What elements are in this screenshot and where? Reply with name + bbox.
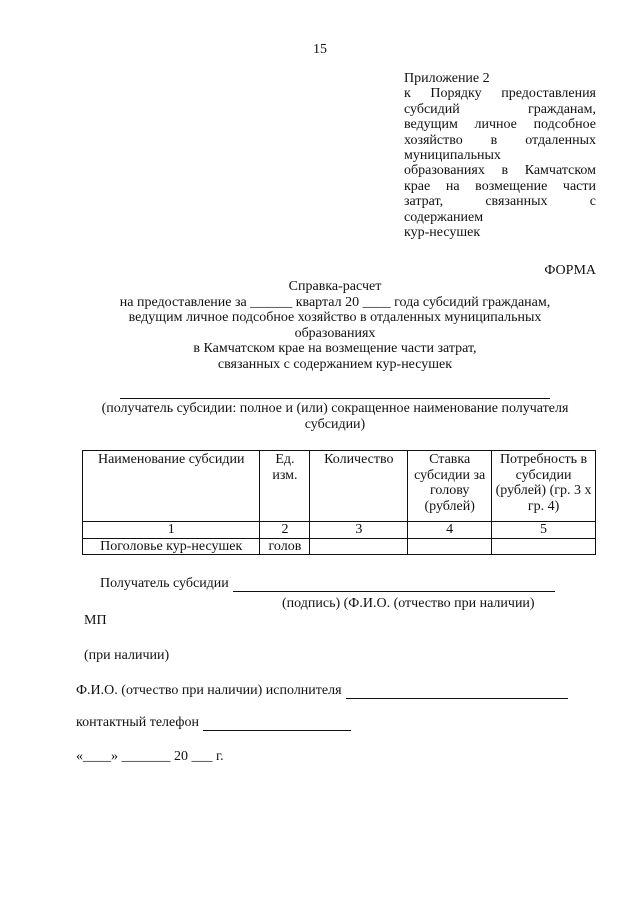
phone-field[interactable] (203, 717, 351, 731)
quantity-cell[interactable] (310, 538, 408, 555)
executor-label: Ф.И.О. (отчество при наличии) исполнителя (76, 683, 342, 698)
date-line: «____» _______ 20 ___ г. (76, 749, 224, 764)
executor-field[interactable] (346, 685, 568, 699)
title-line: ведущим личное подсобное хозяйство в отдаленных муниципальных (128, 310, 542, 326)
annex-title: Приложение 2 (404, 71, 490, 86)
form-label: ФОРМА (544, 263, 596, 278)
column-number: 1 (83, 522, 260, 539)
column-number: 2 (260, 522, 310, 539)
phone-label: контактный телефон (76, 715, 199, 730)
annex-line: содержанием (404, 209, 484, 225)
annex-line: хозяйство в отдаленных (404, 132, 596, 148)
header-cell: Потребность в субсидии (рублей) (гр. 3 х гр. 4) (492, 451, 596, 522)
executor-row (76, 683, 568, 699)
title-line: на предоставление за ______ квартал 20 ____ года субсидий гражданам, (119, 294, 551, 310)
title-line: связанных с содержанием кур-несушек (217, 356, 453, 372)
amount-cell[interactable] (492, 538, 596, 555)
annex-line: образованиях в Камчатском (404, 163, 596, 179)
annex-line: кур-несушек (404, 225, 481, 241)
signature-caption: (подпись) (Ф.И.О. (отчество при наличии) (282, 596, 535, 611)
header-cell: Наименование субсидии (83, 451, 260, 522)
recipient-caption-line: (получатель субсидии: полное и (или) сокращенное наименование получателя (101, 401, 569, 416)
table-row (83, 538, 596, 555)
recipient-caption (76, 401, 594, 432)
annex-block (404, 71, 596, 240)
annex-line: затрат, связанных с (404, 194, 596, 210)
recipient-signature-row (100, 576, 555, 592)
annex-line: субсидий гражданам, (404, 101, 596, 117)
signature-label: Получатель субсидии (100, 576, 229, 591)
annex-line: крае на возмещение части (404, 178, 596, 194)
table-cell: Поголовье кур-несушек (83, 538, 260, 555)
annex-line: к Порядку предоставления (404, 86, 596, 102)
column-number: 3 (310, 522, 408, 539)
rate-cell[interactable] (408, 538, 492, 555)
recipient-caption-line: субсидии) (304, 416, 366, 432)
annex-lines (404, 86, 596, 240)
table-cell: голов (260, 538, 310, 555)
phone-row (76, 715, 351, 731)
document-title (76, 279, 594, 373)
column-number-row (83, 522, 596, 539)
title-line: образованиях (294, 325, 376, 341)
page-number: 15 (313, 42, 327, 57)
signature-field[interactable] (233, 578, 555, 592)
header-cell: Количество (310, 451, 408, 522)
annex-line: ведущим личное подсобное (404, 117, 596, 133)
column-number: 5 (492, 522, 596, 539)
recipient-name-field[interactable] (120, 388, 550, 399)
table-header-row (83, 451, 596, 522)
subsidy-table (82, 450, 596, 555)
title-line: в Камчатском крае на возмещение части затрат, (193, 341, 477, 357)
stamp-label: МП (84, 613, 107, 628)
annex-line: муниципальных (404, 148, 501, 164)
stamp-note: (при наличии) (84, 648, 170, 663)
column-number: 4 (408, 522, 492, 539)
header-cell: Ставка субсидии за голову (рублей) (408, 451, 492, 522)
header-cell: Ед. изм. (260, 451, 310, 522)
title-heading: Справка-расчет (288, 279, 382, 294)
